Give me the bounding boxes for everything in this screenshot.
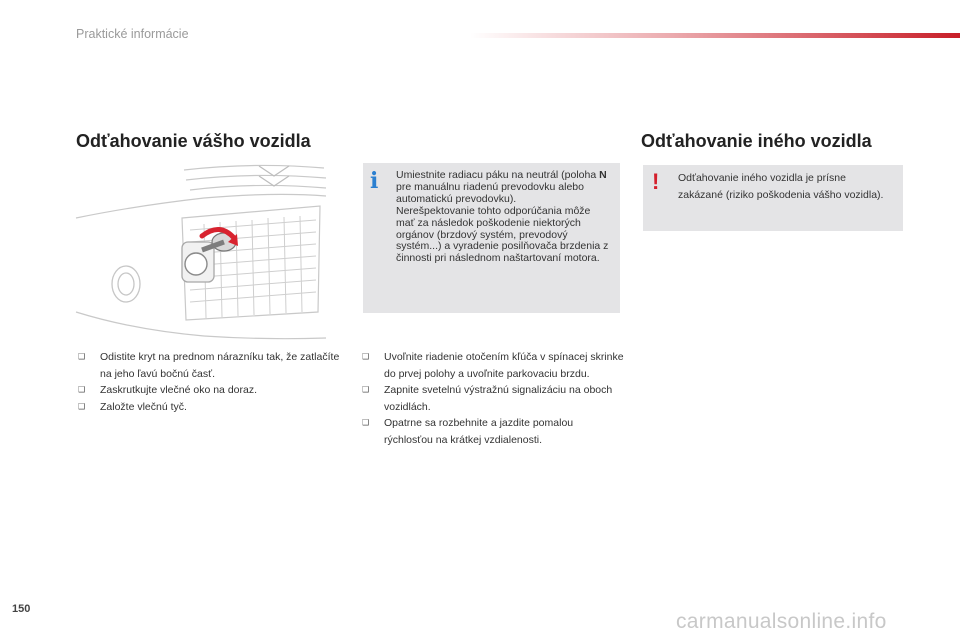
section-title-other-vehicle: Odťahovanie iného vozidla [641,130,872,151]
bumper-tow-eye-illustration [74,162,330,342]
bullet-marker-icon: ❑ [78,401,86,411]
step-text: Uvoľnite riadenie otočením kľúča v spínacej skrinke do prvej polohy a uvoľnite parkovaciu brzdu. [384,351,624,380]
step-text: Odistite kryt na prednom nárazníku tak, že zatlačíte na jeho ľavú bočnú časť. [100,351,340,380]
list-item [362,349,624,382]
list-item [78,382,348,399]
list-item [362,382,624,415]
list-item [78,399,348,416]
bullet-marker-icon: ❑ [362,352,370,361]
warning-text: Odťahovanie iného vozidla je prísne zakázané (riziko poškodenia vášho vozidla). [678,172,884,201]
step-text: Zapnite svetelnú výstražnú signalizáciu na oboch vozidlách. [384,384,613,413]
watermark: carmanualsonline.info [676,610,887,633]
info-text-part1: Umiestnite radiacu páku na neutrál (poloha [396,169,600,181]
info-icon: i [370,168,379,194]
towing-drive-steps [362,349,624,448]
header-title: Praktické informácie [76,27,189,41]
list-item [78,349,348,382]
bullet-marker-icon: ❑ [78,385,86,394]
warning-icon: ! [652,169,660,194]
info-text-part2: pre manuálnu riadenú prevodovku alebo automatickú prevodovku). Nerešpektovanie tohto odporúčania môže mať za následok poškodenie niektorých orgánov (brzdový systém, prevodový systém...) a vyradenie posilňovača brzdenia z činnosti pri následnom naštartovaní motora. [396,180,609,265]
bullet-marker-icon: ❑ [362,385,370,394]
step-text: Opatrne sa rozbehnite a jazdite pomalou rýchlosťou na krátkej vzdialenosti. [384,417,574,446]
info-text-gear-position: N [599,169,607,181]
step-text: Zaskrutkujte vlečné oko na doraz. [100,384,257,396]
step-text: Založte vlečnú tyč. [100,400,187,413]
header-accent-bar [470,33,960,38]
bullet-marker-icon: ❑ [78,352,86,361]
list-item [362,415,624,448]
bullet-marker-icon: ❑ [362,418,370,427]
info-text [396,170,611,265]
towing-own-steps [78,349,348,415]
page-number: 150 [12,603,31,615]
section-title-own-vehicle: Odťahovanie vášho vozidla [76,130,311,151]
